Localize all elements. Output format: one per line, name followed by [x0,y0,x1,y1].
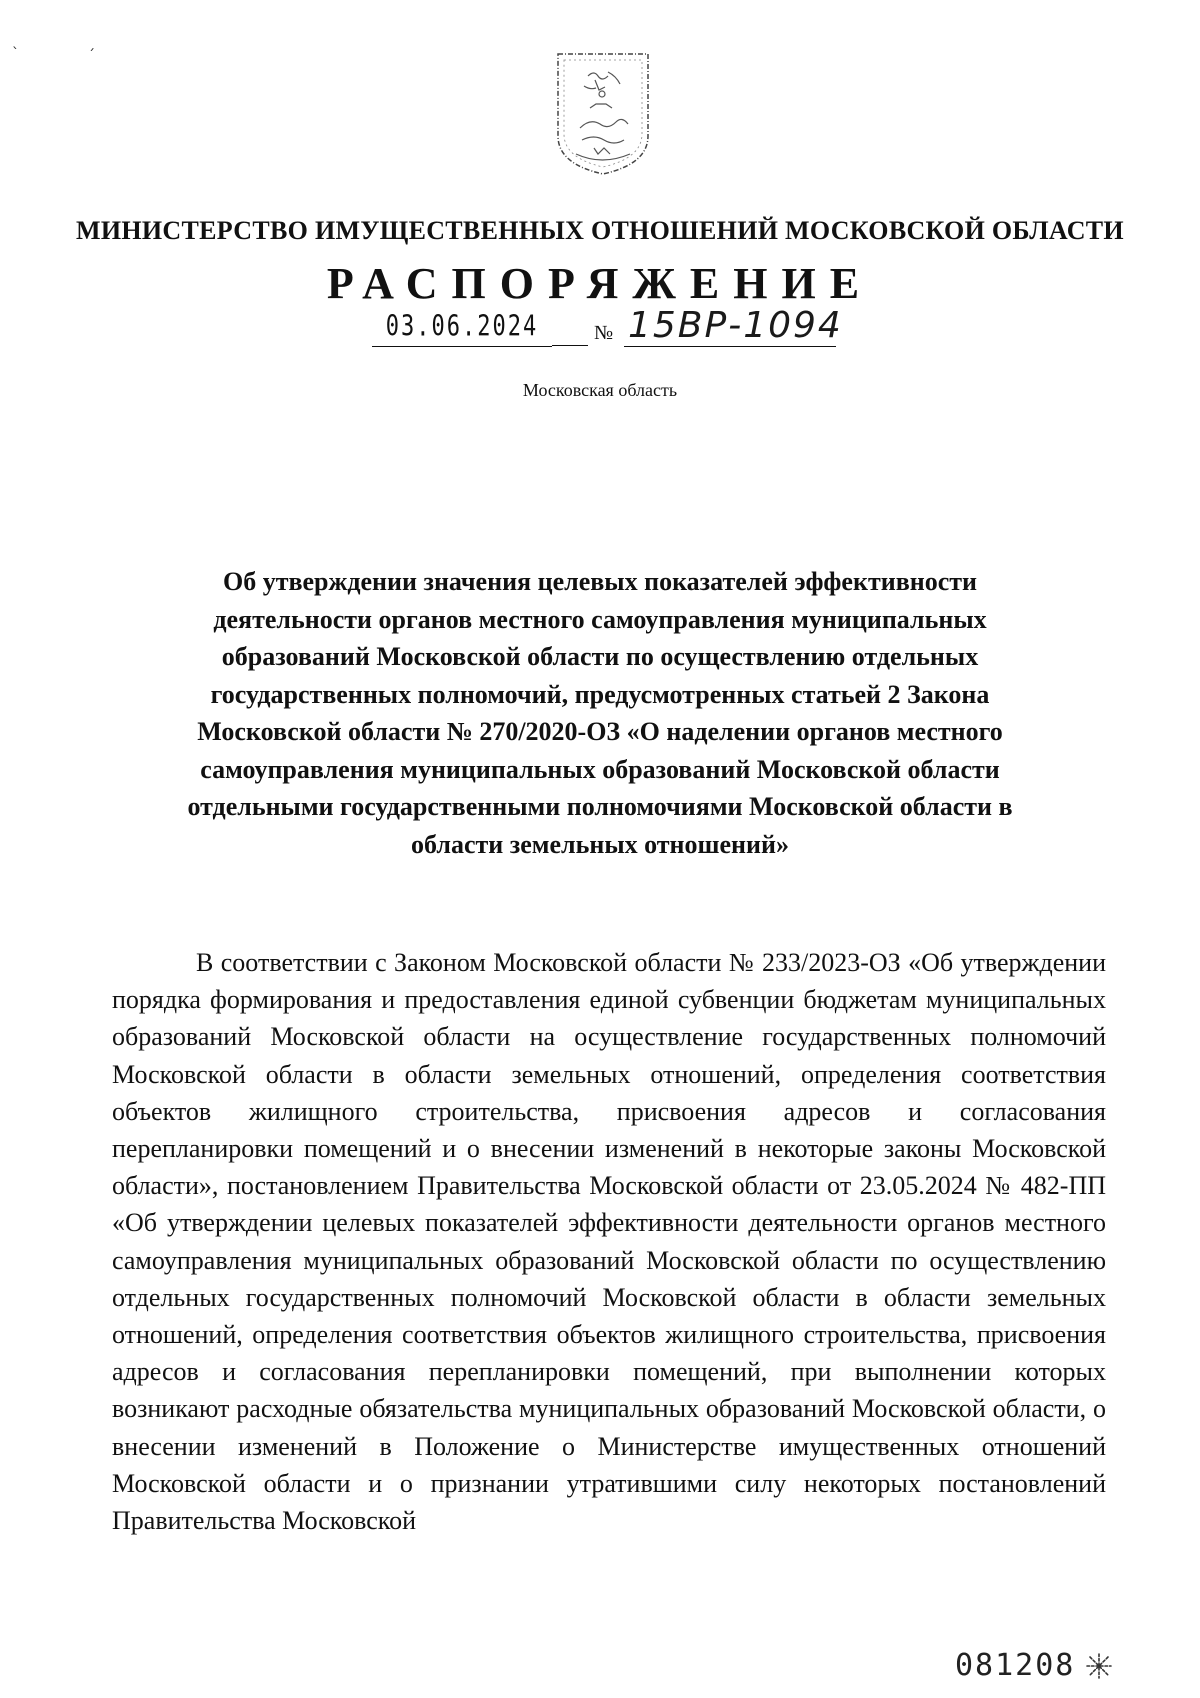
number-sign: № [594,322,614,344]
ministry-name: МИНИСТЕРСТВО ИМУЩЕСТВЕННЫХ ОТНОШЕНИЙ МОСКОВСКОЙ ОБЛАСТИ [76,216,1124,245]
document-type-heading: РАСПОРЯЖЕНИЕ [326,259,874,308]
scan-artifact-mark: ˋ [12,46,19,62]
document-title: Об утверждении значения целевых показателей эффективности деятельности органов местного самоуправления муниципальных образований Московской области по осуществлению отдельных государственных полномочий, предусмотренных статьей 2 Закона Московской области № 270/2020-ОЗ «О наделении органов местного самоуправления муниципальных образований Московской области отдельными государственными полномочиями Московской области в области земельных отношений» [187,567,1013,859]
registration-stamp-number: 081208 [955,1648,1076,1683]
document-number: 15ВР-1094 [628,305,843,346]
document-date: 03.06.2024 [385,310,539,344]
document-date-field [372,310,552,347]
document-number-field [624,305,843,347]
region-name: Московская область [522,380,678,400]
scan-artifact-mark: ˊ [88,48,95,64]
asterisk-stamp-icon [1085,1652,1113,1680]
body-paragraph: В соответствии с Законом Московской области № 233/2023-ОЗ «Об утверждении порядка формирования и предоставления единой субвенции бюджетам муниципальных образований Московской области на осуществление государственных полномочий Московской области в области земельных отношений, определения соответствия объектов жилищного строительства, присвоения адресов и согласования перепланировки помещений и о внесении изменений в некоторые законы Московской области», постановлением Правительства Московской области от 23.05.2024 № 482-ПП «Об утверждении целевых показателей эффективности деятельности органов местного самоуправления муниципальных образований Московской области по осуществлению отдельных государственных полномочий Московской области в области земельных отношений, определения соответствия объектов жилищного строительства, присвоения адресов и согласования перепланировки помещений, при выполнении которых возникают расходные обязательства муниципальных образований Московской области, о внесении изменений в Положение о Министерстве имущественных отношений Московской области и о признании утратившими силу некоторых постановлений Правительства Московской [112,948,1106,1536]
coat-of-arms-icon [550,48,656,178]
separator-line [552,345,588,346]
